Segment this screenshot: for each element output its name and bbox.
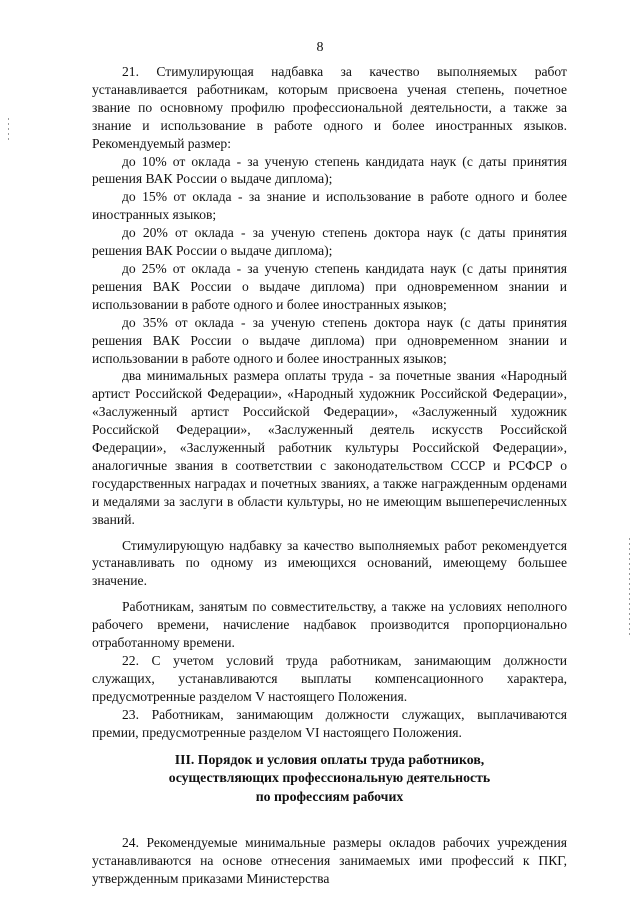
section-title-line: III. Порядок и условия оплаты труда работников, xyxy=(174,751,485,767)
paragraph-part-time: Работникам, занятым по совместительству, а также на условиях неполного рабочего времени, начисление надбавок производится пропорционально отработанному времени. xyxy=(92,599,567,651)
paragraph-21: 21. Стимулирующая надбавка за качество выполняемых работ устанавливается работникам, которым присвоена ученая степень, почетное звание по основному профилю профессиональной деятельности, а также за знание и использование в работе одного и более иностранных языков. Рекомендуемый размер: xyxy=(92,64,567,151)
paragraph-single-basis: Стимулирующую надбавку за качество выполняемых работ рекомендуется устанавливать по одному из имеющихся оснований, имеющему большее значение. xyxy=(92,537,567,589)
paragraph-23: 23. Работникам, занимающим должности служащих, выплачиваются премии, предусмотренные разделом VI настоящего Положения. xyxy=(92,706,567,740)
document-body xyxy=(92,63,567,888)
section-title xyxy=(92,751,567,807)
paragraph-bonus-10: до 10% от оклада - за ученую степень кандидата наук (с даты принятия решения ВАК России о выдаче диплома); xyxy=(92,153,567,187)
page-number: 8 xyxy=(316,40,324,55)
paragraph-24: 24. Рекомендуемые минимальные размеры окладов рабочих учреждения устанавливаются на основе отнесения занимаемых ими профессий к ПКГ, утвержденным приказами Министерства xyxy=(92,835,567,886)
paragraph-bonus-20: до 20% от оклада - за ученую степень доктора наук (с даты принятия решения ВАК России о выдаче диплома); xyxy=(92,225,567,259)
paragraph-bonus-15: до 15% от оклада - за знание и использование в работе одного и более иностранных языков; xyxy=(92,189,567,223)
section-title-line: осуществляющих профессиональную деятельность xyxy=(168,770,491,786)
section-title-line: по профессиям рабочих xyxy=(255,788,404,804)
paragraph-honorary-titles: два минимальных размера оплаты труда - за почетные звания «Народный артист Российской Федерации», «Народный художник Российской Федерации», «Заслуженный артист Российской Федерации», «Заслуженный художник Российской Федерации», «Заслуженный деятель искусств Российской Федерации», «Заслуженный работник культуры Российской Федерации», аналогичные звания в соответствии с законодательством СССР и РСФСР о государственных наградах и почетных званиях, а также награжденным орденами и медалями за заслуги в области культуры, но не имеющим вышеперечисленных званий. xyxy=(92,368,567,527)
paragraph-bonus-35: до 35% от оклада - за ученую степень доктора наук (с даты принятия решения ВАК России о выдаче диплома) при одновременном знании и использовании в работе одного и более иностранных языков; xyxy=(92,314,567,366)
scan-margin-mark xyxy=(629,538,630,638)
paragraph-22: 22. С учетом условий труда работникам, занимающим должности служащих, устанавливаются выплаты компенсационного характера, предусмотренные разделом V настоящего Положения. xyxy=(92,653,567,704)
paragraph-bonus-25: до 25% от оклада - за ученую степень кандидата наук (с даты принятия решения ВАК России о выдаче диплома) при одновременном знании и использовании в работе одного и более иностранных языков; xyxy=(92,260,567,312)
scan-margin-mark xyxy=(8,118,9,142)
